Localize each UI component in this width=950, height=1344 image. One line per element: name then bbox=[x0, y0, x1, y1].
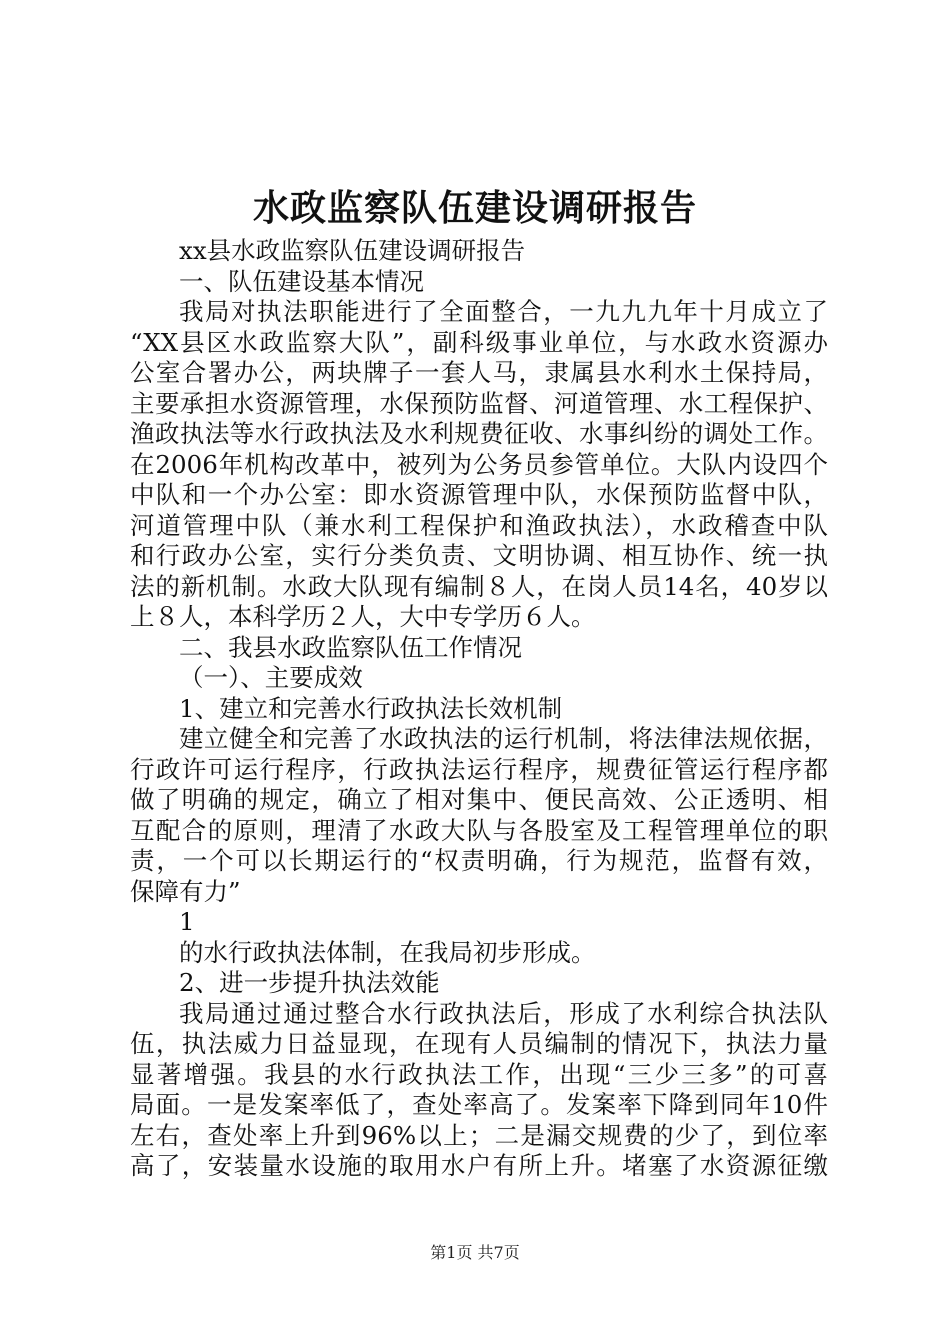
text-line: 在2006年机构改革中，被列为公务员参管单位。大队内设四个 bbox=[130, 449, 828, 479]
text-line: 和行政办公室，实行分类负责、文明协调、相互协作、统一执 bbox=[130, 541, 828, 570]
text-line: 行政许可运行程序，行政执法运行程序，规费征管运行程序都 bbox=[130, 754, 828, 784]
text-line: 局面。一是发案率低了，查处率高了。发案率下降到同年10件 bbox=[130, 1090, 828, 1119]
subsection-heading: （一）、主要成效 bbox=[179, 663, 363, 692]
text-line: 我局通过通过整合水行政执法后，形成了水利综合执法队 bbox=[179, 998, 828, 1028]
text-line: 做了明确的规定，确立了相对集中、便民高效、公正透明、相 bbox=[130, 785, 828, 814]
text-line: “XX县区水政监察大队”，副科级事业单位，与水政水资源办 bbox=[130, 327, 828, 357]
text-line: 责，一个可以长期运行的“权责明确，行为规范，监督有效， bbox=[130, 846, 828, 875]
section-heading: 二、我县水政监察队伍工作情况 bbox=[179, 632, 522, 662]
subsection-heading: 1、建立和完善水行政执法长效机制 bbox=[179, 693, 563, 723]
text-line: 公室合署办公，两块牌子一套人马，隶属县水利水土保持局， bbox=[130, 358, 828, 387]
text-line: 河道管理中队（兼水利工程保护和渔政执法），水政稽查中队 bbox=[130, 510, 828, 540]
text-line: xx县水政监察队伍建设调研报告 bbox=[179, 236, 526, 265]
text-line: 左右，查处率上升到96%以上；二是漏交规费的少了，到位率 bbox=[130, 1120, 828, 1150]
text-line: 显著增强。我县的水行政执法工作，出现“三少三多”的可喜 bbox=[130, 1059, 828, 1089]
text-line: 高了，安装量水设施的取用水户有所上升。堵塞了水资源征缴 bbox=[130, 1151, 828, 1180]
text-line: 渔政执法等水行政执法及水利规费征收、水事纠纷的调处工作。 bbox=[130, 419, 828, 448]
text-line: 的水行政执法体制，在我局初步形成。 bbox=[179, 937, 596, 967]
text-line: 上８人，本科学历２人，大中专学历６人。 bbox=[130, 602, 596, 631]
text-line: 主要承担水资源管理，水保预防监督、河道管理、水工程保护、 bbox=[130, 388, 828, 418]
section-heading: 一、队伍建设基本情况 bbox=[179, 266, 424, 296]
text-line: 法的新机制。水政大队现有编制８人，在岗人员14名，40岁以 bbox=[130, 571, 828, 601]
text-line: 保障有力” bbox=[130, 876, 241, 906]
text-line: 我局对执法职能进行了全面整合，一九九九年十月成立了 bbox=[179, 297, 828, 326]
inline-page-number: 1 bbox=[179, 907, 195, 936]
text-line: 伍，执法威力日益显现，在现有人员编制的情况下，执法力量 bbox=[130, 1029, 828, 1058]
subsection-heading: 2、进一步提升执法效能 bbox=[179, 968, 440, 997]
document-title: 水政监察队伍建设调研报告 bbox=[252, 187, 697, 229]
text-line: 建立健全和完善了水政执法的运行机制，将法律法规依据， bbox=[179, 724, 828, 753]
text-line: 互配合的原则，理清了水政大队与各股室及工程管理单位的职 bbox=[130, 815, 828, 845]
text-line: 中队和一个办公室：即水资源管理中队，水保预防监督中队， bbox=[130, 480, 828, 509]
document-body bbox=[130, 236, 828, 1182]
page-footer: 第1页 共7页 bbox=[430, 1243, 520, 1262]
